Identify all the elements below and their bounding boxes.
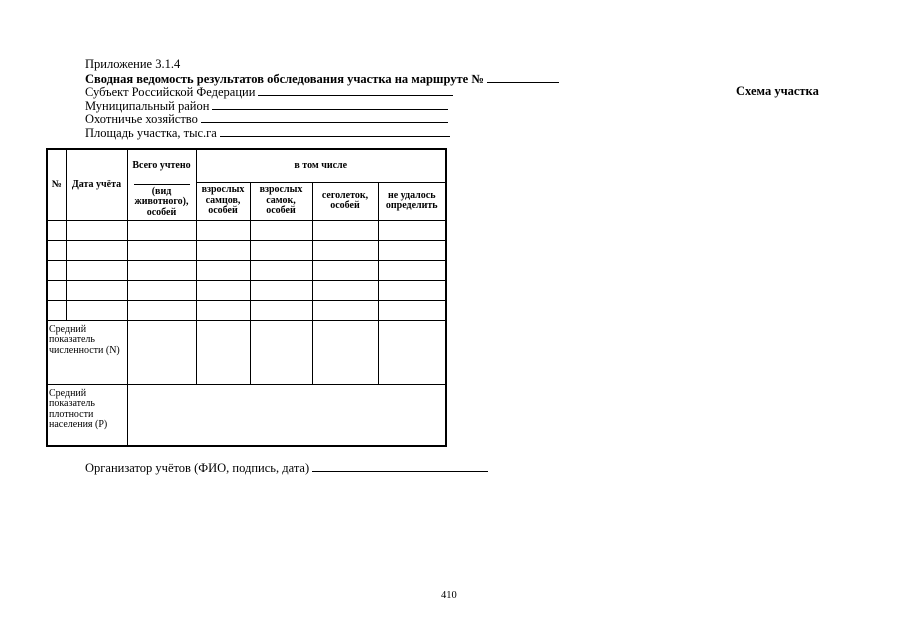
sub-young-header: сеголеток, особей bbox=[312, 182, 378, 220]
organizer-row: Организатор учётов (ФИО, подпись, дата) bbox=[85, 461, 488, 476]
table-row bbox=[47, 300, 446, 320]
avg-p-row bbox=[47, 384, 446, 446]
district-field[interactable] bbox=[212, 99, 448, 110]
col-total-sub-header: (вид животного), особей bbox=[127, 182, 196, 220]
avg-n-label: Средний показатель численности (N) bbox=[47, 320, 127, 384]
form-header bbox=[85, 58, 559, 139]
table-row bbox=[47, 260, 446, 280]
col-total-header: Всего учтено bbox=[127, 149, 196, 182]
organizer-field[interactable] bbox=[312, 461, 488, 472]
col-date-header: Дата учёта bbox=[66, 149, 127, 220]
scheme-label: Схема участка bbox=[736, 84, 819, 98]
route-number-field[interactable] bbox=[487, 72, 559, 83]
district-row: Муниципальный район bbox=[85, 99, 559, 113]
form-title: Сводная ведомость результатов обследования участка на маршруте № bbox=[85, 72, 559, 86]
page-number: 410 bbox=[441, 590, 457, 601]
sub-unknown-header: не удалось определить bbox=[378, 182, 446, 220]
avg-p-label: Средний показатель плотности населения (P) bbox=[47, 384, 127, 446]
hunting-row: Охотничье хозяйство bbox=[85, 112, 559, 126]
area-field[interactable] bbox=[220, 126, 450, 137]
survey-table bbox=[46, 148, 447, 447]
appendix-label: Приложение 3.1.4 bbox=[85, 57, 181, 71]
area-row: Площадь участка, тыс.га bbox=[85, 126, 559, 140]
subject-field[interactable] bbox=[258, 85, 453, 96]
hunting-field[interactable] bbox=[201, 112, 448, 123]
table-row bbox=[47, 220, 446, 240]
sub-males-header: взрослых самцов, особей bbox=[196, 182, 250, 220]
col-no-header: № bbox=[47, 149, 66, 220]
subject-row: Субъект Российской Федерации bbox=[85, 85, 559, 99]
avg-n-row bbox=[47, 320, 446, 384]
table-row bbox=[47, 280, 446, 300]
table-row bbox=[47, 240, 446, 260]
col-incl-header: в том числе bbox=[196, 149, 446, 182]
sub-females-header: взрослых самок, особей bbox=[250, 182, 312, 220]
